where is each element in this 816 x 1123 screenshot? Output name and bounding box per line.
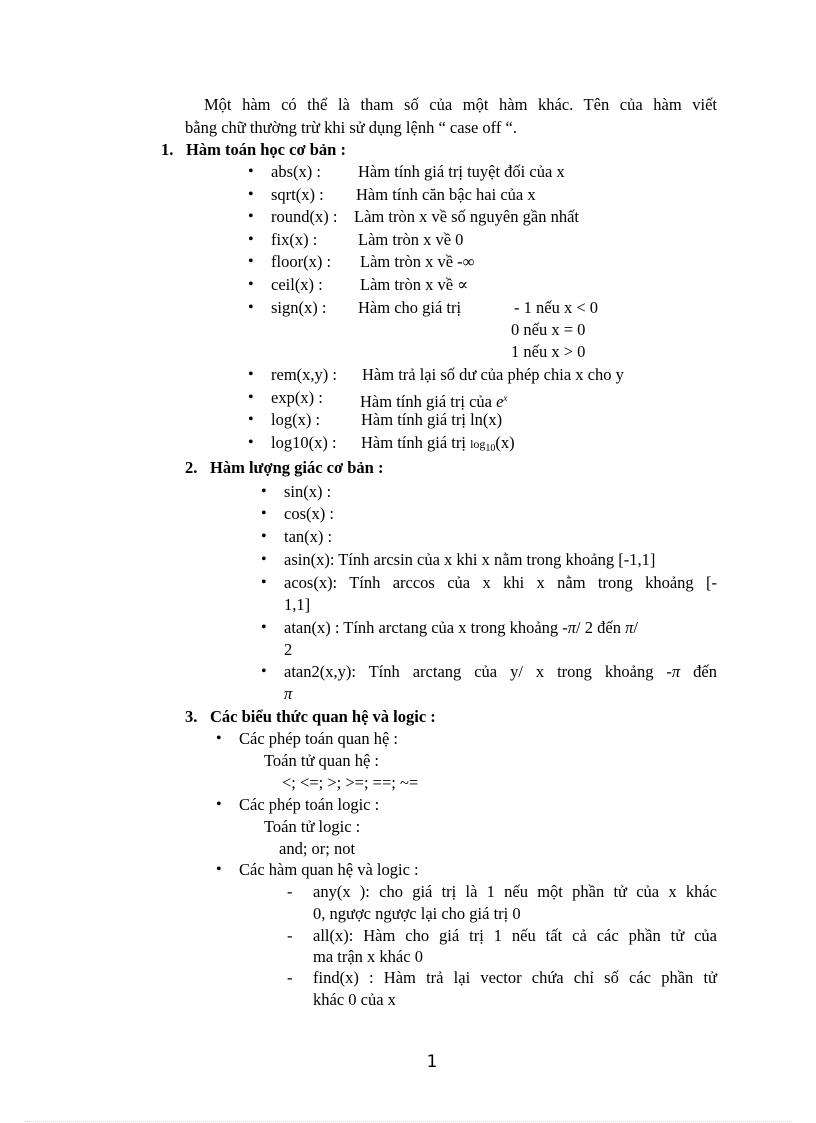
section-2-number: 2. [185,458,198,477]
sign-case-zero: 0 nếu x = 0 [511,320,586,339]
list-item-continuation: 1,1] [284,595,311,614]
list-item: • log10(x) : [271,432,337,454]
list-item-desc: Hàm tính giá trị $\log_{10}(x)$ [361,433,515,454]
list-item: • atan(x) : Tính arctang của x trong khoảng -π/ 2 đến π/ [284,617,638,639]
list-item: • asin(x): Tính arcsin của x khi x nằm trong khoảng [-1,1] [284,549,655,571]
section-3-title: Các biểu thức quan hệ và logic : [210,707,436,726]
relational-operators-label: Toán tử quan hệ : [264,751,380,770]
list-item: • ceil(x) : [271,274,323,296]
list-item-desc: Hàm trả lại số dư của phép chia x cho y [362,365,624,384]
list-item-desc: Hàm cho giá trị [358,298,462,317]
list-item: • atan2(x,y): Tính arctang của y/ x trong khoảng -π đến [284,661,717,683]
logic-operators-label: Toán tử logic : [264,817,361,836]
list-item: • sign(x) : [271,297,326,319]
pi-symbol: π [567,618,577,637]
section-3-number: 3. [185,707,198,726]
log10-math-sub: 10 [485,443,496,454]
sign-case-negative: - 1 nếu x < 0 [514,298,598,317]
list-item-desc: Hàm tính giá trị của $e^x$ [360,392,508,411]
intro-line-1: Một hàm có thể là tham số của một hàm khác. Tên của hàm viết [204,95,717,114]
intro-line-2: bằng chữ thường trừ khi sử dụng lệnh “ case off “. [185,118,517,137]
section-1-title: Hàm toán học cơ bản : [186,140,346,159]
footer-divider [24,1121,792,1122]
list-item: - any(x ): cho giá trị là 1 nếu một phần tử của x khác [313,881,717,903]
list-item: • acos(x): Tính arccos của x khi x nằm trong khoảng [- [284,572,717,594]
exp-math-exponent: x [503,393,508,403]
logic-operators: and; or; not [279,839,356,858]
list-item: • floor(x) : [271,251,331,273]
list-item: - all(x): Hàm cho giá trị 1 nếu tất cả các phần tử của [313,925,717,947]
list-item: • Các phép toán quan hệ : [239,728,398,750]
list-item: • sin(x) : [284,481,331,503]
list-item: • exp(x) : [271,387,323,409]
list-item: • sqrt(x) : [271,184,324,206]
list-item-desc: Hàm tính căn bậc hai của x [356,185,536,204]
list-item-desc: Hàm tính giá trị tuyệt đối của x [358,162,565,181]
list-item: • Các phép toán logic : [239,794,379,816]
list-item: • cos(x) : [284,503,334,525]
list-item-continuation: ma trận x khác 0 [313,947,423,966]
pi-symbol: π [671,662,681,681]
list-item-desc: Làm tròn x về số nguyên gần nhất [354,207,579,226]
pi-symbol: π [625,618,634,637]
log10-math-log: log [470,437,486,451]
sign-case-positive: 1 nếu x > 0 [511,342,586,361]
log10-math-arg: (x) [495,433,515,452]
relational-operators: <; <=; >; >=; ==; ~= [282,773,419,792]
list-item: • Các hàm quan hệ và logic : [239,859,419,881]
list-item-desc: Hàm tính giá trị ln(x) [361,410,503,429]
exp-math-base: e [496,392,504,411]
list-item: • fix(x) : [271,229,317,251]
page-number: 1 [426,1052,438,1072]
section-2-title: Hàm lượng giác cơ bản : [210,458,384,477]
list-item: • tan(x) : [284,526,332,548]
list-item-desc: Làm tròn x về 0 [358,230,464,249]
list-item: • round(x) : [271,206,337,228]
list-item-continuation: khác 0 của x [313,990,396,1009]
list-item-desc: Làm tròn x về -∞ [360,252,475,271]
list-item-desc: Làm tròn x về ∝ [360,275,469,294]
list-item: - find(x) : Hàm trả lại vector chứa chỉ số các phần tử [313,967,717,989]
list-item-continuation: 2 [284,640,293,659]
list-item: • log(x) : [271,409,320,431]
list-item: • rem(x,y) : [271,364,337,386]
list-item-continuation: 0, ngược ngược lại cho giá trị 0 [313,904,521,923]
section-1-number: 1. [161,140,174,159]
list-item-continuation: π [284,684,293,703]
list-item: • abs(x) : [271,161,321,183]
